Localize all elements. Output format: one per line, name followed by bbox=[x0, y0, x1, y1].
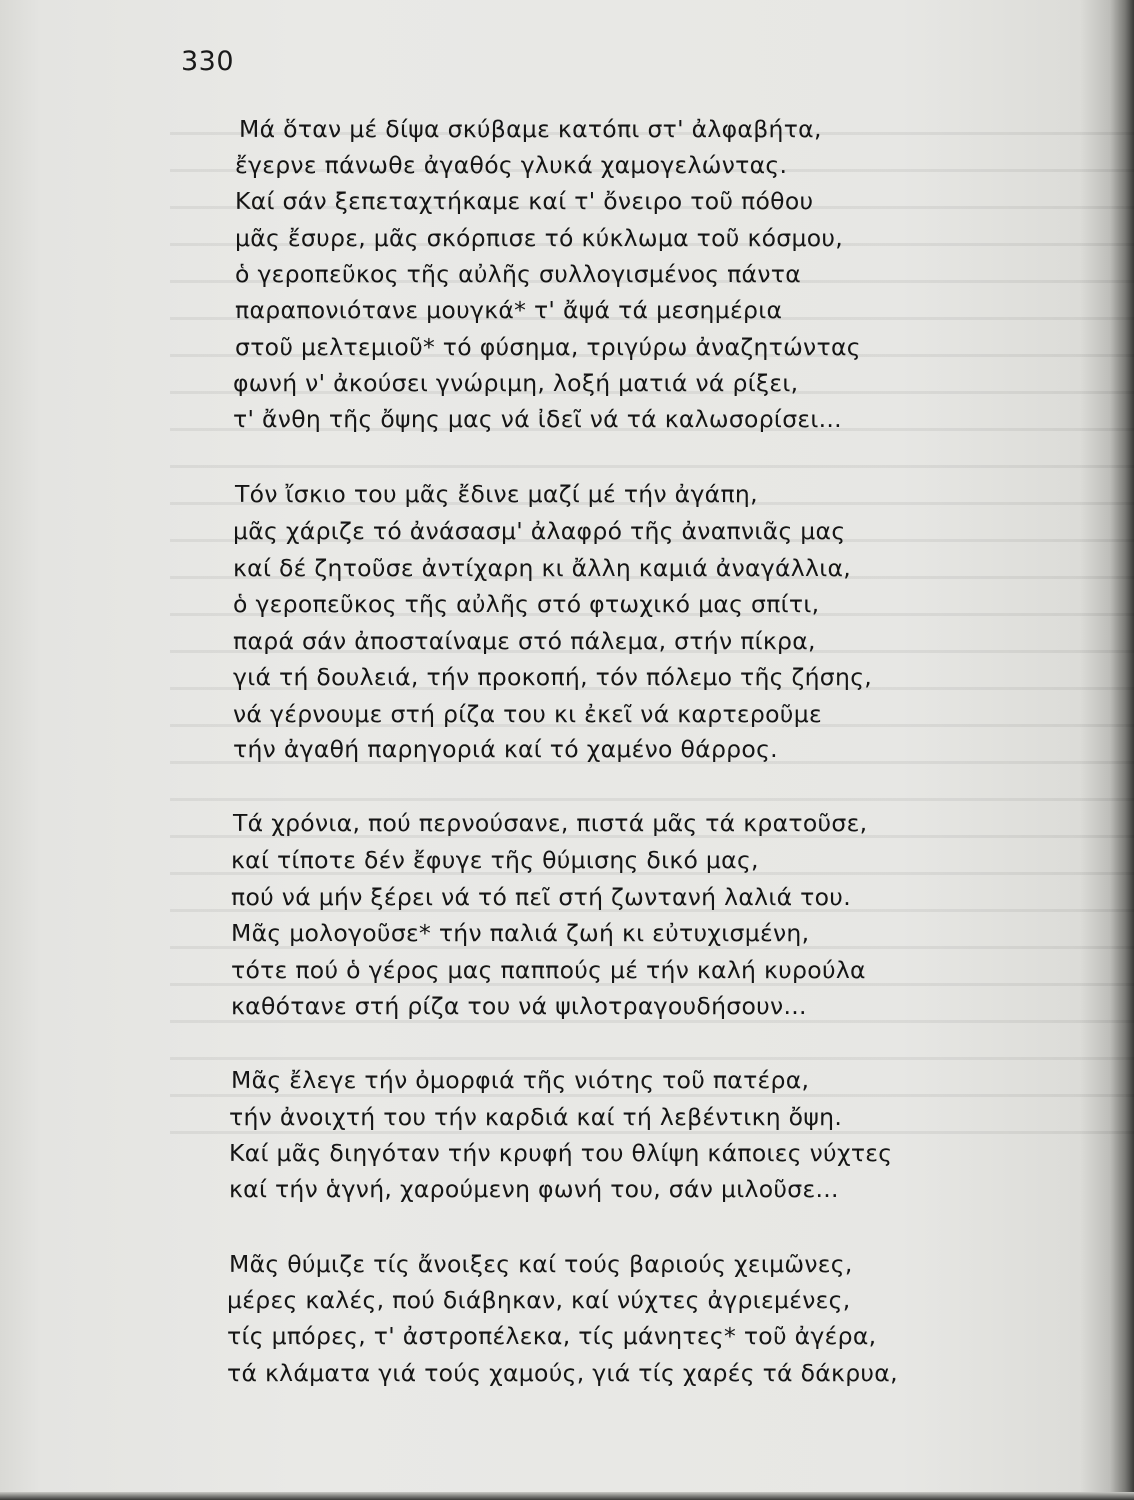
poem-line: παρά σάν ἀποσταίναμε στό πάλεμα, στήν πίκρα, bbox=[233, 627, 816, 655]
poem-line: τά κλάματα γιά τούς χαμούς, γιά τίς χαρές τά δάκρυα, bbox=[227, 1359, 898, 1387]
poem-line: Καί μᾶς διηγόταν τήν κρυφή του θλίψη κάποιες νύχτες bbox=[229, 1139, 893, 1167]
poem-line: στοῦ μελτεμιοῦ* τό φύσημα, τριγύρω ἀναζητώντας bbox=[235, 333, 861, 361]
poem-line: Τόν ἴσκιο του μᾶς ἔδινε μαζί μέ τήν ἀγάπη, bbox=[235, 480, 758, 508]
poem-line: τίς μπόρες, τ' ἀστροπέλεκα, τίς μάνητες* τοῦ ἀγέρα, bbox=[227, 1322, 877, 1350]
poem-line: τήν ἀγαθή παρηγοριά καί τό χαμένο θάρρος. bbox=[233, 735, 778, 763]
poem-line: καί τίποτε δέν ἔφυγε τῆς θύμισης δικό μας, bbox=[231, 846, 759, 874]
poem-line: Μᾶς μολογοῦσε* τήν παλιά ζωή κι εὐτυχισμένη, bbox=[231, 919, 810, 947]
poem-line: μέρες καλές, πού διάβηκαν, καί νύχτες ἀγριεμένες, bbox=[227, 1286, 851, 1314]
poem-line: ἔγερνε πάνωθε ἀγαθός γλυκά χαμογελώντας. bbox=[235, 151, 788, 179]
poem-line: Μᾶς ἔλεγε τήν ὀμορφιά τῆς νιότης τοῦ πατέρα, bbox=[231, 1066, 810, 1094]
poem-line: τήν ἀνοιχτή του τήν καρδιά καί τή λεβέντικη ὄψη. bbox=[229, 1103, 843, 1131]
poem-line: τ' ἄνθη τῆς ὄψης μας νά ἰδεῖ νά τά καλωσορίσει... bbox=[233, 405, 842, 433]
poem-line: πού νά μήν ξέρει νά τό πεῖ στή ζωντανή λαλιά του. bbox=[231, 883, 851, 911]
poem-line: Τά χρόνια, πού περνούσανε, πιστά μᾶς τά κρατοῦσε, bbox=[233, 809, 868, 837]
poem-line: παραπονιότανε μουγκά* τ' ἄψά τά μεσημέρια bbox=[235, 296, 783, 324]
poem-line: καί δέ ζητοῦσε ἀντίχαρη κι ἄλλη καμιά ἀναγάλλια, bbox=[233, 554, 852, 582]
poem-line: φωνή ν' ἀκούσει γνώριμη, λοξή ματιά νά ρίξει, bbox=[233, 369, 799, 397]
poem-line: νά γέρνουμε στή ρίζα του κι ἐκεῖ νά καρτεροῦμε bbox=[233, 700, 822, 728]
page-number: 330 bbox=[181, 46, 235, 77]
poem-line: ὁ γεροπεῦκος τῆς αὐλῆς στό φτωχικό μας σπίτι, bbox=[233, 590, 820, 618]
poem-line: τότε πού ὁ γέρος μας παππούς μέ τήν καλή κυρούλα bbox=[231, 956, 866, 984]
poem-line: μᾶς ἔσυρε, μᾶς σκόρπισε τό κύκλωμα τοῦ κόσμου, bbox=[235, 224, 844, 252]
page-bottom-edge bbox=[0, 1492, 1134, 1500]
poem-line: Μά ὅταν μέ δίψα σκύβαμε κατόπι στ' ἀλφαβήτα, bbox=[239, 115, 822, 143]
poem-line: γιά τή δουλειά, τήν προκοπή, τόν πόλεμο τῆς ζήσης, bbox=[233, 663, 873, 691]
poem-line: ὁ γεροπεῦκος τῆς αὐλῆς συλλογισμένος πάντα bbox=[235, 260, 802, 288]
poem-line: Μᾶς θύμιζε τίς ἄνοιξες καί τούς βαριούς χειμῶνες, bbox=[229, 1250, 853, 1278]
poem-line: Καί σάν ξεπεταχτήκαμε καί τ' ὄνειρο τοῦ πόθου bbox=[235, 187, 814, 215]
poem-line: μᾶς χάριζε τό ἀνάσασμ' ἀλαφρό τῆς ἀναπνιᾶς μας bbox=[233, 517, 846, 545]
poem-line: καθότανε στή ρίζα του νά ψιλοτραγουδήσουν... bbox=[231, 992, 807, 1020]
poem-line: καί τήν ἁγνή, χαρούμενη φωνή του, σάν μιλοῦσε... bbox=[229, 1175, 839, 1203]
